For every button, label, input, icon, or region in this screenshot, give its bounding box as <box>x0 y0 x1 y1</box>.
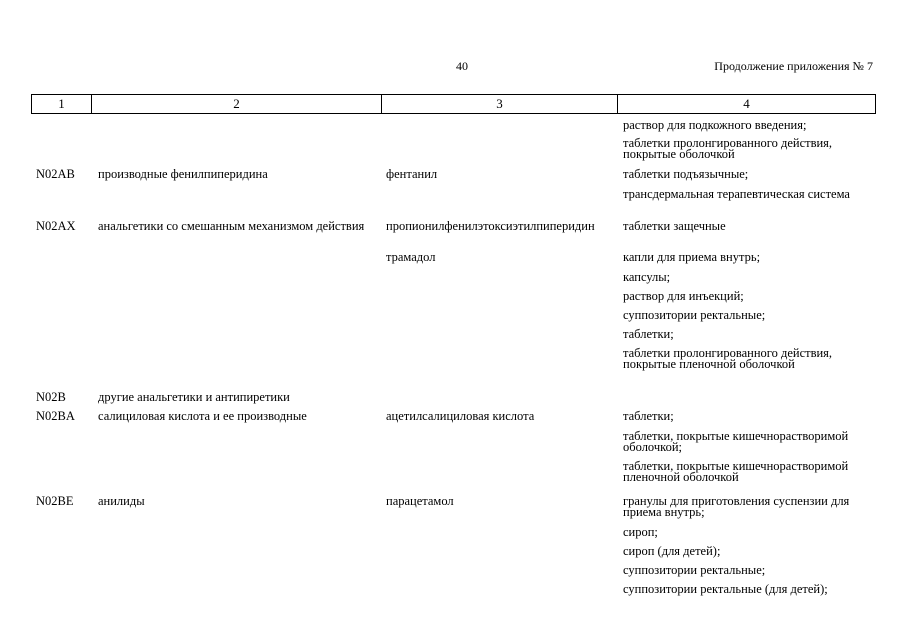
column-number-2: 2 <box>92 95 382 113</box>
table-column-header <box>31 94 876 114</box>
table-row <box>0 189 905 221</box>
table-row <box>0 461 905 496</box>
dosage-form-cell: раствор для подкожного введения; <box>623 118 807 132</box>
dosage-form-cell: раствор для инъекций; <box>623 289 744 303</box>
dosage-form-cell: таблетки пролонгированного действия, покрытые оболочкой <box>623 136 833 161</box>
drug-name-cell: ацетилсалициловая кислота <box>386 409 535 423</box>
dosage-form-cell: суппозитории ректальные; <box>623 563 766 577</box>
table-row <box>0 272 905 291</box>
anatomical-group-cell: анилиды <box>98 494 145 508</box>
column-number-3: 3 <box>382 95 618 113</box>
column-number-4: 4 <box>743 96 750 111</box>
anatomical-group-cell: производные фенилпиперидина <box>98 167 268 181</box>
table-row <box>0 411 905 431</box>
atc-code-cell: N02BE <box>36 494 74 508</box>
table-row <box>0 291 905 310</box>
table-row <box>0 348 905 392</box>
dosage-form-cell: таблетки, покрытые кишечнорастворимой пленочной оболочкой <box>623 459 849 484</box>
drug-name-cell: парацетамол <box>386 494 454 508</box>
dosage-form-cell: таблетки подъязычные; <box>623 167 749 181</box>
drug-name-cell: пропионилфенилэтоксиэтилпиперидин <box>386 219 595 233</box>
table-body <box>0 120 905 603</box>
dosage-form-cell: сироп; <box>623 525 658 539</box>
dosage-form-cell: таблетки пролонгированного действия, покрытые пленочной оболочкой <box>623 346 833 371</box>
dosage-form-cell: гранулы для приготовления суспензии для приема внутрь; <box>623 494 850 519</box>
dosage-form-cell: суппозитории ректальные (для детей); <box>623 582 828 596</box>
column-number-1: 1 <box>32 95 92 113</box>
table-row <box>0 546 905 565</box>
table-row <box>0 169 905 189</box>
table-row <box>0 527 905 546</box>
table-row <box>0 138 905 169</box>
table-row <box>0 496 905 527</box>
dosage-form-cell: капсулы; <box>623 270 671 284</box>
page-number: 40 <box>456 59 468 73</box>
dosage-form-cell: таблетки; <box>623 409 674 423</box>
appendix-note: Продолжение приложения № 7 <box>714 59 873 73</box>
dosage-form-cell: таблетки; <box>623 327 674 341</box>
anatomical-group-cell: салициловая кислота и ее производные <box>98 409 307 423</box>
dosage-form-cell: суппозитории ректальные; <box>623 308 766 322</box>
table-row <box>0 310 905 329</box>
table-row <box>0 252 905 272</box>
atc-code-cell: N02BA <box>36 409 75 423</box>
dosage-form-cell: таблетки защечные <box>623 219 726 233</box>
dosage-form-cell: сироп (для детей); <box>623 544 721 558</box>
anatomical-group-cell: другие анальгетики и антипиретики <box>98 390 290 404</box>
atc-code-cell: N02B <box>36 390 66 404</box>
table-row <box>0 584 905 603</box>
table-row <box>0 431 905 461</box>
dosage-form-cell: капли для приема внутрь; <box>623 250 761 264</box>
dosage-form-cell: таблетки, покрытые кишечнорастворимой оболочкой; <box>623 429 849 454</box>
anatomical-group-cell: анальгетики со смешанным механизмом действия <box>98 219 365 233</box>
table-row <box>0 221 905 252</box>
atc-code-cell: N02AX <box>36 219 76 233</box>
dosage-form-cell: трансдермальная терапевтическая система <box>623 187 850 201</box>
drug-name-cell: фентанил <box>386 167 438 181</box>
atc-code-cell: N02AB <box>36 167 75 181</box>
drug-name-cell: трамадол <box>386 250 436 264</box>
